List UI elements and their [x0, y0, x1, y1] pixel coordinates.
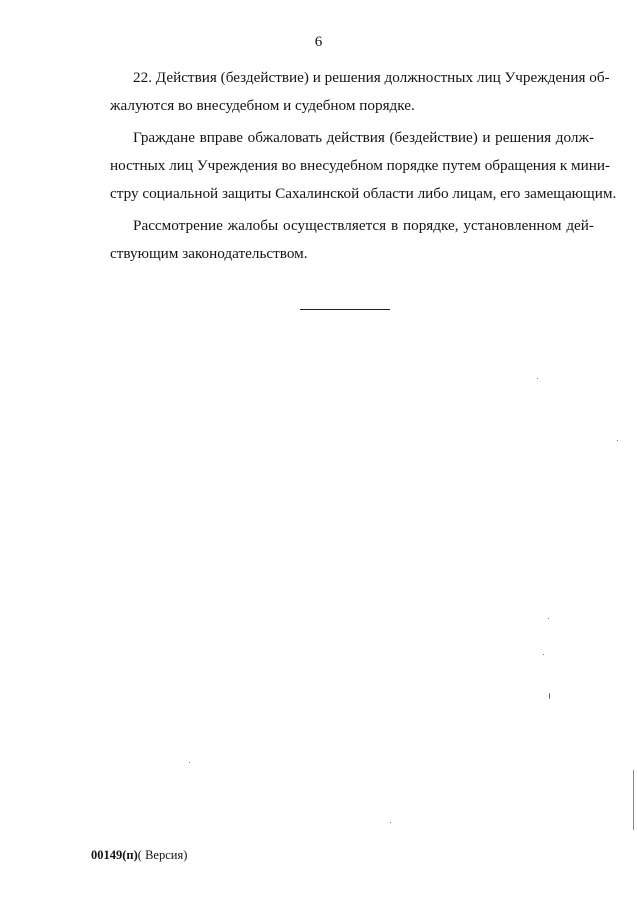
scan-edge-mark [633, 770, 634, 830]
footer-document-code [91, 848, 187, 863]
scan-speck [549, 693, 550, 699]
paragraph-complaint-review [110, 212, 594, 268]
paragraph-out-of-court-appeal [110, 124, 617, 208]
document-body [110, 64, 617, 272]
scan-speck [189, 762, 190, 763]
scan-speck [617, 440, 618, 441]
scan-speck [548, 618, 549, 619]
text-line: жалуются во внесудебном и судебном порядке. [110, 97, 415, 114]
footer-code: 00149(п) [91, 848, 138, 862]
paragraph-appeal-rights [110, 64, 610, 120]
text-line: стру социальной защиты Сахалинской области либо лицам, его замещающим. [110, 185, 617, 202]
text-line: ностных лиц Учреждения во внесудебном порядке путем обращения к мини- [110, 157, 611, 174]
scan-speck [543, 654, 544, 655]
text-line: Рассмотрение жалобы осуществляется в порядке, установленном дей- [133, 217, 594, 234]
scan-speck [537, 378, 538, 379]
text-line: Граждане вправе обжаловать действия (бездействие) и решения долж- [133, 129, 594, 146]
end-separator-line [300, 309, 390, 310]
page-number: 6 [314, 34, 323, 50]
scan-speck [390, 822, 391, 823]
text-line: 22. Действия (бездействие) и решения должностных лиц Учреждения об- [133, 69, 610, 86]
footer-version: ( Версия) [137, 848, 188, 862]
text-line: ствующим законодательством. [110, 245, 308, 262]
